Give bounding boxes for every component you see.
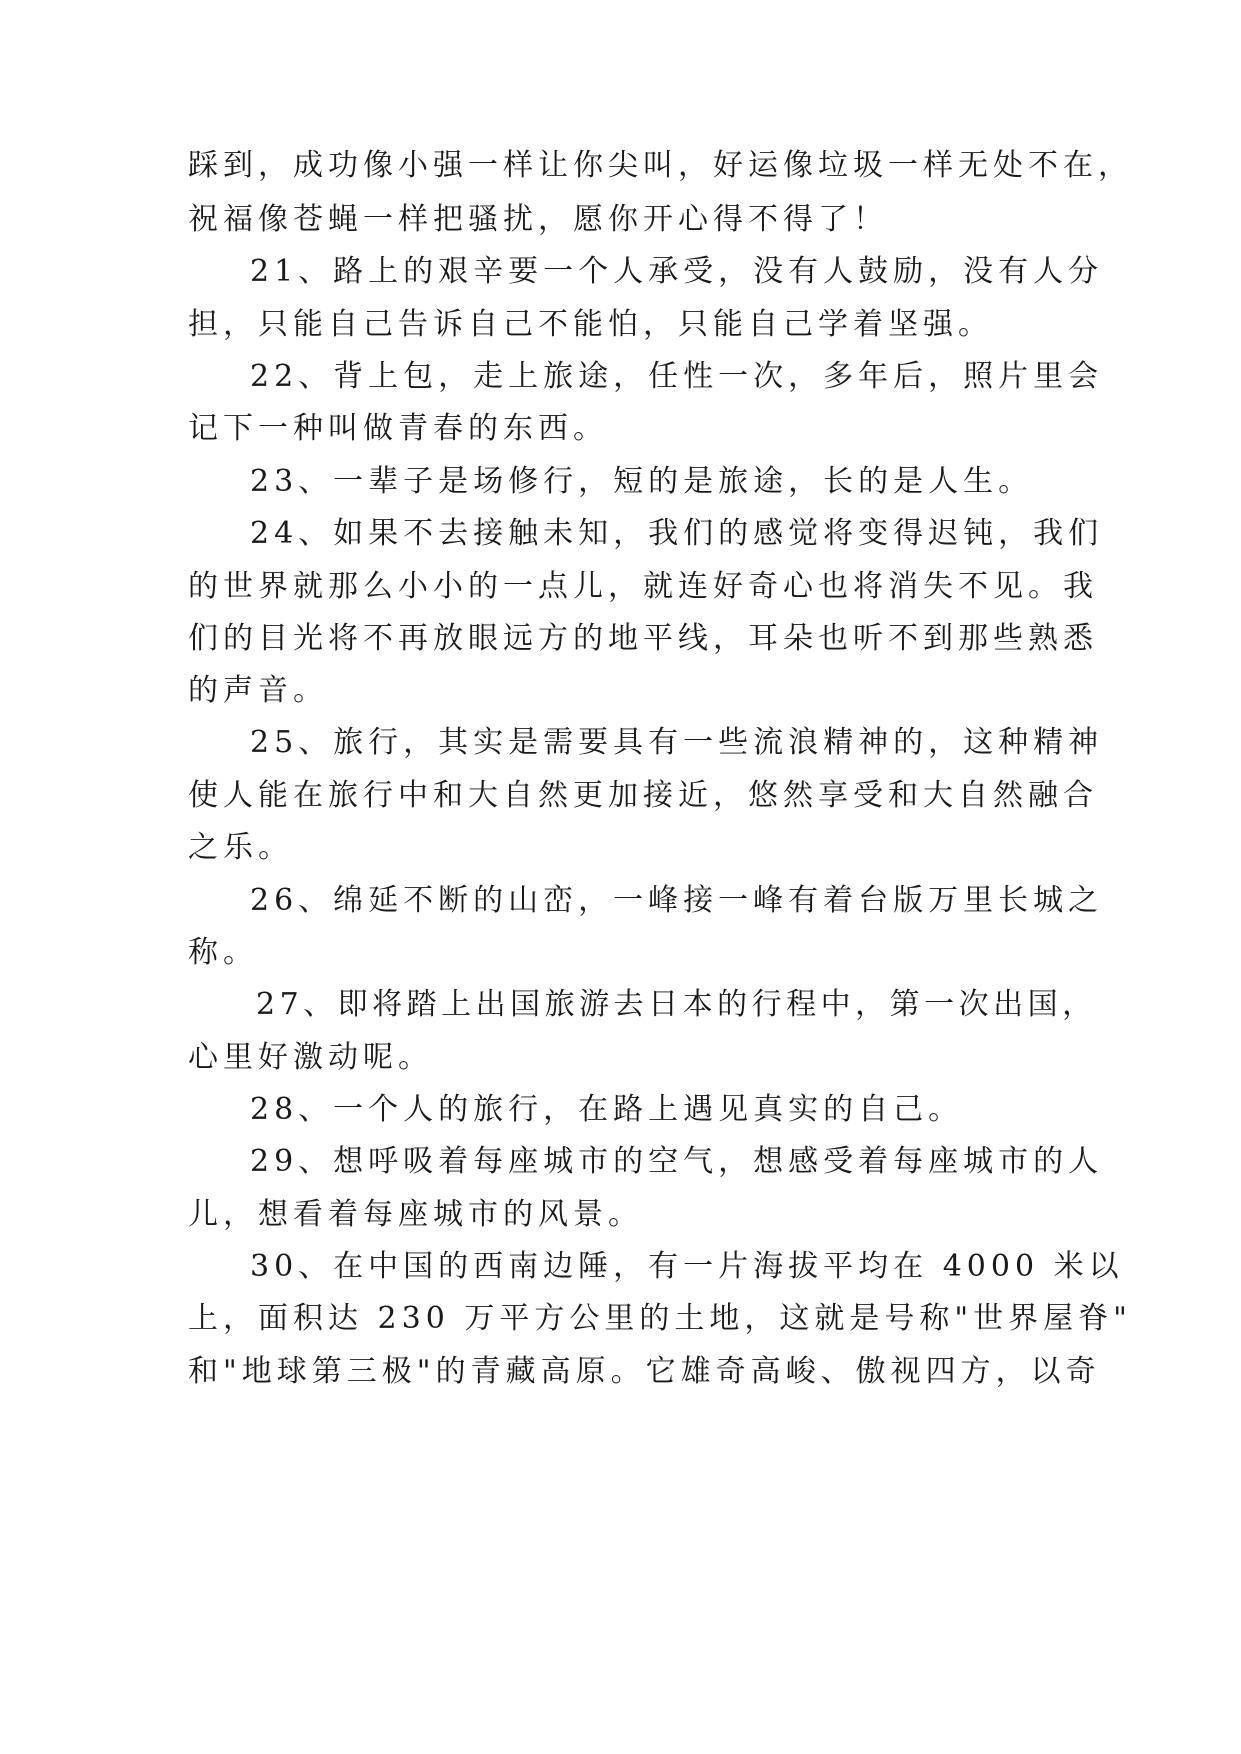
paragraph-25-line-2: 使人能在旅行中和大自然更加接近，悠然享受和大自然融合 [188, 778, 1098, 813]
paragraph-24-line-2: 的世界就那么小小的一点儿，就连好奇心也将消失不见。我 [188, 569, 1098, 604]
paragraph-24-line-4: 的声音。 [188, 673, 328, 708]
paragraph-26-line-2: 称。 [188, 935, 258, 970]
paragraph-29-line-1: 29、想呼吸着每座城市的空气，想感受着每座城市的人 [250, 1144, 1104, 1179]
paragraph-24-line-1: 24、如果不去接触未知，我们的感觉将变得迟钝，我们 [250, 516, 1104, 551]
paragraph-30-line-3: 和"地球第三极"的青藏高原。它雄奇高峻、傲视四方，以奇 [188, 1354, 1101, 1389]
paragraph-30-line-1: 30、在中国的西南边陲，有一片海拔平均在 4000 米以 [250, 1249, 1124, 1284]
text-line: 踩到，成功像小强一样让你尖叫，好运像垃圾一样无处不在， [188, 148, 1133, 183]
paragraph-24-line-3: 们的目光将不再放眼远方的地平线，耳朵也听不到那些熟悉 [188, 621, 1098, 656]
paragraph-22-line-2: 记下一种叫做青春的东西。 [188, 411, 608, 446]
paragraph-30-line-2: 上，面积达 230 万平方公里的土地，这就是号称"世界屋脊" [188, 1301, 1132, 1336]
paragraph-29-line-2: 儿，想看着每座城市的风景。 [188, 1197, 643, 1232]
paragraph-21-line-2: 担，只能自己告诉自己不能怕，只能自己学着坚强。 [188, 307, 993, 342]
paragraph-26-line-1: 26、绵延不断的山峦，一峰接一峰有着台版万里长城之 [250, 883, 1104, 918]
paragraph-23-line-1: 23、一辈子是场修行，短的是旅途，长的是人生。 [250, 464, 1034, 499]
paragraph-21-line-1: 21、路上的艰辛要一个人承受，没有人鼓励，没有人分 [250, 254, 1104, 289]
paragraph-22-line-1: 22、背上包，走上旅途，任性一次，多年后，照片里会 [250, 359, 1104, 394]
paragraph-27-line-1: 27、即将踏上出国旅游去日本的行程中，第一次出国， [256, 987, 1097, 1022]
paragraph-28-line-1: 28、一个人的旅行，在路上遇见真实的自己。 [250, 1092, 964, 1127]
text-line: 祝福像苍蝇一样把骚扰，愿你开心得不得了！ [188, 202, 888, 237]
paragraph-25-line-1: 25、旅行，其实是需要具有一些流浪精神的，这种精神 [250, 725, 1104, 760]
paragraph-27-line-2: 心里好激动呢。 [188, 1040, 433, 1075]
paragraph-25-line-3: 之乐。 [188, 830, 293, 865]
